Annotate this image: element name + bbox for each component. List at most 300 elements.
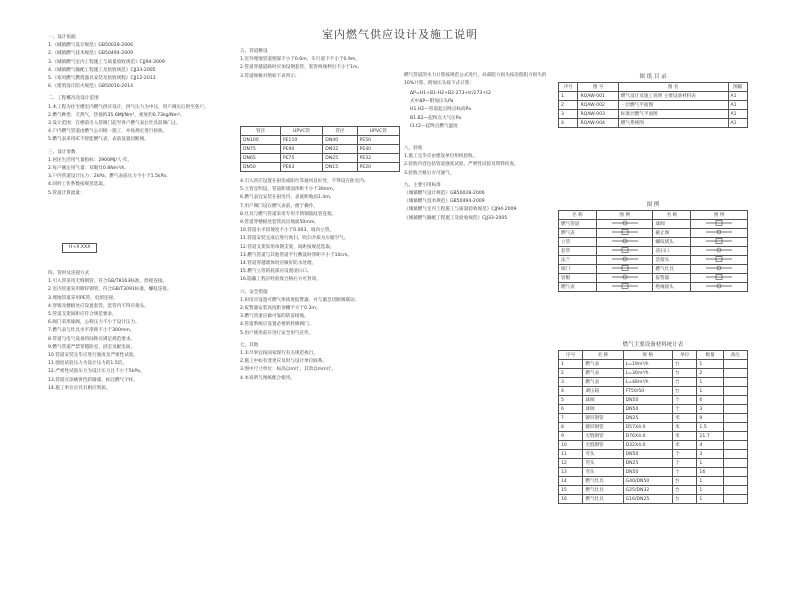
table-cell: 台 <box>673 495 697 504</box>
spec-column-2 <box>240 48 405 81</box>
table-cell: 活接头 <box>653 256 691 265</box>
legend-title: 图 例 <box>646 202 660 208</box>
table-row <box>559 247 748 256</box>
table-header-cell: 管径 <box>241 127 281 136</box>
table-cell: 1 <box>697 486 723 495</box>
spec-line: 11.强度试验压力为设计压力的1.5倍。 <box>48 361 127 367</box>
spec-line: 1.室外埋地管道埋深不小于0.6m，车行道下不小于0.9m。 <box>240 57 360 63</box>
spec-line: 5.用户使用前应进行安全用气宣传。 <box>240 330 314 336</box>
table-cell: G40/DN50 <box>623 477 672 486</box>
table-cell: 米 <box>673 432 697 441</box>
table-row <box>559 441 748 450</box>
table-header-cell: 图 例 <box>596 211 653 220</box>
table-cell: 3 <box>559 110 578 119</box>
table-header-row <box>241 127 400 136</box>
table-cell: DN25 <box>323 154 357 163</box>
table-cell: 燃气灶具 <box>583 477 623 486</box>
spec-line: 14.施工单位应具有相应资质。 <box>48 385 111 391</box>
spec-line: H1.H2—管道起点终点标高Pa <box>410 107 471 113</box>
page-title: 室内燃气供应设计及施工说明 <box>322 28 478 41</box>
table-header-cell: UPVC管 <box>357 127 399 136</box>
table-cell: 报警器 <box>653 274 691 283</box>
spec-line: 3.《城镇燃气室内工程施工与质量验收规范》CJJ94-2009 <box>48 59 165 65</box>
spec-line: 《城镇燃气设计规范》GB50028-2006 <box>404 191 485 197</box>
table-header-cell: 图 名 <box>618 83 728 92</box>
table-row <box>559 283 748 292</box>
table-cell: 燃气设计及施工说明 主要设备材料表 <box>618 92 728 101</box>
table-cell: 弯头 <box>583 459 623 468</box>
table-cell: DN15 <box>323 163 357 172</box>
table-cell: 球阀 <box>583 405 623 414</box>
spec-line: 7.用户阀门设在燃气表前，便于操作。 <box>240 203 318 209</box>
spec-line: 燃气管道的水力计算按规范公式进行，局部阻力损失按沿程阻力损失的 <box>404 73 547 78</box>
table-cell: 1 <box>697 387 723 396</box>
table-row <box>559 477 748 486</box>
table-header-cell: 备注 <box>723 351 747 360</box>
table-cell: D32X4.0 <box>623 441 672 450</box>
table-row <box>559 414 748 423</box>
table-row <box>559 101 748 110</box>
table-row <box>559 369 748 378</box>
spec-line: 3.设计范围：自楼前引入管阀门起至各户燃气表后灶具前阀门止。 <box>48 121 182 127</box>
spec-line: 三、设计参数 <box>48 149 76 155</box>
spec-column-1 <box>48 34 218 198</box>
table-row <box>559 405 748 414</box>
spec-line: 《城镇燃气室内工程施工与质量验收规范》CJJ94-2009 <box>404 207 517 213</box>
table-cell: 个 <box>673 468 697 477</box>
table-cell: 燃气表 <box>559 283 597 292</box>
table-row <box>559 495 748 504</box>
table-cell: DN50 <box>241 163 281 172</box>
table-cell: 4 <box>559 387 583 396</box>
table-cell: 弯头 <box>583 468 623 477</box>
table-cell: 台 <box>673 387 697 396</box>
table-cell: 燃气灶具 <box>583 495 623 504</box>
table-header-cell: 序号 <box>559 83 578 92</box>
spec-column-1b <box>48 270 218 393</box>
spec-line: 1.《城镇燃气设计规范》GB50028-2006 <box>48 43 133 49</box>
spec-line: 10.管道安装完毕应进行强度及严密性试验。 <box>48 353 138 359</box>
table-cell: 21.7 <box>697 432 723 441</box>
spec-line: ΔP=H1+B1-H2+B2-273+tr/273+t2 <box>410 91 491 96</box>
spec-line: 八、验收 <box>404 146 423 151</box>
table-cell: 9 <box>697 414 723 423</box>
table-row <box>559 256 748 265</box>
spec-line: 二、工程概况及设计范围 <box>48 96 99 102</box>
spec-line: 4.引入管应设置在厨房或阳台等通风良好处，不得设在卧室内。 <box>240 179 369 184</box>
legend-symbol <box>691 274 748 283</box>
table-cell: 1 <box>697 360 723 369</box>
spec-line: 3.验收合格后方可通气。 <box>404 170 455 176</box>
table-cell: 6 <box>697 396 723 405</box>
spec-line: 2.报警器安装高度距顶棚不大于0.3m。 <box>240 306 321 312</box>
table-row <box>559 450 748 459</box>
table-cell: DN65 <box>241 154 281 163</box>
spec-line: B1.B2—起终点大气压Pa <box>410 115 462 121</box>
spec-line: 4.同时工作系数按规范选取。 <box>48 182 108 188</box>
table-cell: 1 <box>559 360 583 369</box>
table-cell: DN75 <box>241 145 281 154</box>
legend-symbol <box>691 238 748 247</box>
table-cell: A1 <box>728 119 747 128</box>
table-cell: RQAW-003 <box>578 110 618 119</box>
table-cell: 14 <box>559 477 583 486</box>
table-cell: PE20 <box>357 163 399 172</box>
table-cell: 一层燃气平面图 <box>618 101 728 110</box>
table-cell <box>723 450 747 459</box>
table-cell: 5 <box>559 396 583 405</box>
spec-line: 2.《城镇燃气技术规范》GB50494-2009 <box>48 51 133 57</box>
table-header-cell: 名 称 <box>583 351 623 360</box>
table-cell: DN25 <box>623 414 672 423</box>
table-row <box>559 238 748 247</box>
table-cell: DN50 <box>623 468 672 477</box>
table-cell: 个 <box>673 396 697 405</box>
table-row <box>559 459 748 468</box>
spec-line: 1.未尽事宜按国家现行有关规范执行。 <box>240 351 318 357</box>
spec-line: 13.管道应涂刷黄色防腐漆，标注燃气字样。 <box>48 377 138 383</box>
spec-line: 4.穿墙及楼板处应设置套管，套管内不得有接头。 <box>48 303 149 309</box>
table-cell: DN50 <box>623 450 672 459</box>
table-header-row <box>559 351 748 360</box>
legend-symbol <box>691 247 748 256</box>
table-header-cell: 数量 <box>697 351 723 360</box>
legend-symbol <box>691 283 748 292</box>
table-cell: 台 <box>673 486 697 495</box>
table-row <box>559 468 748 477</box>
legend-symbol <box>691 256 748 265</box>
table-cell: 球阀 <box>653 220 691 229</box>
spec-line: 3.户内管道设计压力：2kPa，燃气表前压力不小于1.5kPa。 <box>48 174 171 180</box>
formula-box <box>62 243 212 253</box>
table-cell: 7 <box>559 414 583 423</box>
table-row <box>559 378 748 387</box>
table-cell: D76X4.0 <box>623 432 672 441</box>
table-row <box>241 136 400 145</box>
materials-title: 燃气主要设备材料统计表 <box>622 342 684 348</box>
table-cell: 螺纹堵头 <box>653 238 691 247</box>
table-header-cell: 规 格 <box>623 351 672 360</box>
spec-line: 3.埋地管道采用PE管，电熔连接。 <box>48 295 118 301</box>
table-header-cell: 图 例 <box>691 211 748 220</box>
table-cell <box>723 477 747 486</box>
table-row <box>241 163 400 172</box>
spec-line: 8.管道与电气设备的间距应满足规范要求。 <box>48 336 136 342</box>
table-cell: A1 <box>728 101 747 110</box>
table-header-cell: 管径 <box>323 127 357 136</box>
legend-symbol <box>596 220 653 229</box>
legend-symbol <box>596 256 653 265</box>
legend-symbol <box>691 265 748 274</box>
table-cell: 燃气表 <box>583 369 623 378</box>
table-cell: 燃气系统图 <box>618 119 728 128</box>
table-row <box>559 432 748 441</box>
spec-line: 16.隐蔽工程应经验收合格后方可封闭。 <box>240 277 321 283</box>
table-row <box>559 220 748 229</box>
table-header-cell: 序号 <box>559 351 583 360</box>
spec-line: 10.管道水平段坡度不小于0.003，坡向立管。 <box>240 228 334 234</box>
table-cell <box>723 414 747 423</box>
table-cell: 燃气表 <box>559 229 597 238</box>
spec-line: 2.验收内容包括管道强度试验、严密性试验及资料检查。 <box>404 162 519 168</box>
table-cell: DN50 <box>623 405 672 414</box>
table-cell: 燃气灶具 <box>583 486 623 495</box>
table-row <box>559 119 748 128</box>
table-header-cell: 名 称 <box>559 211 597 220</box>
table-cell: 管帽 <box>559 274 597 283</box>
table-cell: 台 <box>673 369 697 378</box>
spec-line: 14.管道穿越墙体时应做好防水处理。 <box>240 261 317 267</box>
table-cell: 2 <box>559 369 583 378</box>
table-cell: 16 <box>559 495 583 504</box>
table-header-cell: 单位 <box>673 351 697 360</box>
table-cell: 4 <box>697 441 723 450</box>
table-cell: 阀门 <box>559 265 597 274</box>
spec-column-2b <box>240 178 405 383</box>
table-cell: RQAW-002 <box>578 101 618 110</box>
table-cell <box>723 423 747 432</box>
table-cell: PE40 <box>357 145 399 154</box>
table-cell: 1 <box>559 92 578 101</box>
table-cell: 8 <box>559 423 583 432</box>
spec-line: 6.燃气表宜安装在厨房内，表底距地面1.4m。 <box>240 195 335 201</box>
spec-line: 1.居民生活用气量指标：2900MJ/人·年。 <box>48 157 133 163</box>
table-row <box>559 265 748 274</box>
table-cell <box>723 432 747 441</box>
legend-symbol <box>596 247 653 256</box>
table-cell: FT50/50 <box>623 387 672 396</box>
table-cell: 标准层燃气平面图 <box>618 110 728 119</box>
table-cell: 2 <box>559 101 578 110</box>
pipe-spec-table <box>240 126 400 172</box>
table-row <box>559 92 748 101</box>
spec-line: 1.本工程为住宅楼室内燃气供应设计，供气压力为中压，用户调压后供至各户。 <box>48 104 209 110</box>
table-cell: PE32 <box>357 154 399 163</box>
legend-symbol <box>596 238 653 247</box>
spec-line: 4.《城镇燃气输配工程施工及验收规范》CJJ33-2005 <box>48 67 156 73</box>
table-cell: A1 <box>728 92 747 101</box>
table-cell: 无缝钢管 <box>583 441 623 450</box>
spec-line: 2.施工中如有变更应及时与设计单位联系。 <box>240 359 328 365</box>
spec-line: 7.燃气表与灶具水平净距不小于300mm。 <box>48 328 135 334</box>
spec-line: 3.管道规格对照如下表所示： <box>240 73 300 79</box>
table-cell <box>723 396 747 405</box>
table-header-row <box>559 211 748 220</box>
table-cell <box>723 495 747 504</box>
table-cell <box>723 468 747 477</box>
table-cell: PE90 <box>280 145 322 154</box>
spec-line: 11.管道安装完成后进行吹扫，吹扫介质为压缩空气。 <box>240 236 349 242</box>
table-cell: DN100 <box>241 136 281 145</box>
drawing-list-title: 图 纸 目 录 <box>639 74 667 80</box>
table-cell: 球阀 <box>583 396 623 405</box>
legend-symbol <box>596 229 653 238</box>
spec-line: 4.本说明与图纸配合使用。 <box>240 375 295 381</box>
spec-line: 4.户内燃气管道由燃气公司统一施工，并按规定进行验收。 <box>48 129 168 135</box>
table-cell: 燃气管道 <box>559 220 597 229</box>
table-cell: G16/DN25 <box>623 495 672 504</box>
table-cell: 截止阀 <box>653 229 691 238</box>
spec-line: 2.管道穿越道路时应加设钢套管，套管两端伸出不小于1m。 <box>240 65 363 71</box>
table-row <box>559 360 748 369</box>
table-cell: 13 <box>559 468 583 477</box>
spec-line: 6.《建筑设计防火规范》GB50016-2014 <box>48 84 133 90</box>
spec-line: 《城镇燃气技术规范》GB50494-2009 <box>404 199 485 205</box>
table-cell: 3 <box>697 450 723 459</box>
legend-symbol <box>596 265 653 274</box>
table-cell: 4 <box>559 119 578 128</box>
table-cell: 燃气表 <box>583 378 623 387</box>
table-cell: 3 <box>559 378 583 387</box>
table-cell: 1 <box>697 378 723 387</box>
table-cell: D57X4.0 <box>623 423 672 432</box>
spec-line: 《城镇燃气输配工程施工及验收规范》CJJ33-2005 <box>404 215 508 221</box>
table-cell: 台 <box>673 360 697 369</box>
table-cell: 米 <box>673 423 697 432</box>
legend-symbol <box>691 229 748 238</box>
spec-line: 5.立管宜明设，管道距墙面净距不小于30mm。 <box>240 187 338 193</box>
table-cell: 1 <box>697 459 723 468</box>
table-cell: 镀锌钢管 <box>583 423 623 432</box>
table-header-row <box>559 83 748 92</box>
spec-line: 12.严密性试验压力为设计压力且不小于5kPa。 <box>48 369 145 375</box>
spec-line: 5.燃气表采用IC卡智能燃气表，表前设置切断阀。 <box>48 137 149 143</box>
spec-line: 10%计算，附加压头按下式计算： <box>404 81 474 87</box>
table-header-cell: 图 号 <box>578 83 618 92</box>
table-cell: 清扫口 <box>653 247 691 256</box>
table-cell <box>723 405 747 414</box>
table-header-cell: 名 称 <box>653 211 691 220</box>
table-cell: 10 <box>559 441 583 450</box>
formula-block <box>410 90 560 131</box>
spec-line: 2.燃气种类：天然气，热值约35.6MJ/Nm³，密度约0.73kg/Nm³。 <box>48 112 185 118</box>
table-header-cell: UPVC管 <box>280 127 322 136</box>
table-cell: 绝缘接头 <box>653 283 691 292</box>
table-cell <box>723 459 747 468</box>
calc-formula: H+X.XXX <box>62 243 97 253</box>
spec-line: 1.施工完毕应由建设单位组织验收。 <box>404 154 478 160</box>
spec-line: 12.管道支架采用角钢支架，间距按规范选取。 <box>240 244 335 250</box>
spec-line: 3.燃气管道应做可靠的防雷接地。 <box>240 314 309 320</box>
table-cell: 12 <box>559 459 583 468</box>
spec-line: 3.图中尺寸单位：标高以m计，其余以mm计。 <box>240 367 336 373</box>
table-cell: A1 <box>728 110 747 119</box>
table-cell: 米 <box>673 414 697 423</box>
drawing-list-table <box>558 82 748 128</box>
table-row <box>559 229 748 238</box>
table-cell: 2 <box>697 369 723 378</box>
table-cell: 燃气表 <box>583 360 623 369</box>
spec-line: 九、主要引用标准 <box>404 182 441 188</box>
table-cell: DN32 <box>323 145 357 154</box>
table-cell: 1.5 <box>697 423 723 432</box>
table-row <box>559 387 748 396</box>
table-cell: 台 <box>673 477 697 486</box>
spec-line: 5.管道计算流量： <box>48 190 85 196</box>
table-cell: 1 <box>697 477 723 486</box>
spec-line: 式中ΔP—附加压头Pa <box>410 99 454 105</box>
spec-line: 13.燃气管道与其他管道平行敷设时净距不小于10cm。 <box>240 252 353 258</box>
table-cell <box>723 441 747 450</box>
spec-line: 15.燃气立管的底部应设置清扫口。 <box>240 269 312 275</box>
spec-line: 1.引入管采用无缝钢管，符合GB/T8163标准，焊接连接。 <box>48 279 168 285</box>
table-cell: 15 <box>559 486 583 495</box>
table-cell: 无缝钢管 <box>583 432 623 441</box>
materials-table <box>558 350 748 504</box>
table-cell: DN40 <box>323 136 357 145</box>
table-cell: PE75 <box>280 154 322 163</box>
spec-line: 5.管道支架间距应符合规范要求。 <box>48 312 117 318</box>
table-row <box>559 110 748 119</box>
legend-symbol <box>596 274 653 283</box>
table-cell <box>723 369 747 378</box>
table-cell: RQAW-001 <box>578 92 618 101</box>
table-cell: L=30m³/h <box>623 369 672 378</box>
spec-line: 4.管道系统应设置必要的检修阀门。 <box>240 322 314 328</box>
spec-line: 四、管材及连接方式 <box>48 271 90 276</box>
table-row <box>241 154 400 163</box>
spec-column-3b <box>404 145 554 223</box>
table-cell: 6 <box>559 405 583 414</box>
table-row <box>559 486 748 495</box>
table-header-cell: 图幅 <box>728 83 747 92</box>
table-cell: 台 <box>673 378 697 387</box>
table-row <box>559 396 748 405</box>
table-cell <box>723 486 747 495</box>
spec-column-3 <box>404 72 554 88</box>
table-cell: 1 <box>697 495 723 504</box>
table-cell <box>723 378 747 387</box>
spec-line: 六、安全措施 <box>240 289 268 295</box>
legend-symbol <box>691 220 748 229</box>
legend-symbol <box>596 283 653 292</box>
table-row <box>241 145 400 154</box>
table-row <box>559 274 748 283</box>
table-cell: 立管 <box>559 238 597 247</box>
table-cell <box>723 360 747 369</box>
spec-line: 2.室内管道采用镀锌钢管，符合GB/T3091标准，螺纹连接。 <box>48 287 172 293</box>
table-cell: 米 <box>673 441 697 450</box>
legend-table <box>558 210 748 292</box>
spec-line: 9.燃气管道严禁穿越卧室、浴室及配电间。 <box>48 344 136 350</box>
table-cell: 套管 <box>559 247 597 256</box>
table-cell: 燃气灶具 <box>653 265 691 274</box>
table-cell: DN25 <box>623 459 672 468</box>
spec-line: 9.管道穿楼板处套管高出地面50mm。 <box>240 220 319 226</box>
table-cell: 16 <box>697 468 723 477</box>
spec-line: 七、其他 <box>240 342 259 348</box>
table-cell <box>723 387 747 396</box>
spec-line: 1.厨房应设置可燃气体浓度报警器，并与紧急切断阀联动。 <box>240 297 360 303</box>
table-cell: 个 <box>673 450 697 459</box>
table-cell: 弯头 <box>583 450 623 459</box>
table-cell: 个 <box>673 459 697 468</box>
table-cell: PE63 <box>280 163 322 172</box>
table-cell: 9 <box>559 432 583 441</box>
spec-line: 2.每户额定用气量：双眼灶0.8Nm³/h。 <box>48 166 130 172</box>
table-cell: 镀锌钢管 <box>583 414 623 423</box>
table-cell: L=48m³/h <box>623 378 672 387</box>
table-cell: L=19m³/h <box>623 360 672 369</box>
spec-line: 5.《家用燃气燃烧器具安装及验收规程》CJJ12-2013 <box>48 76 156 82</box>
spec-line: 五、管道敷设 <box>240 49 268 54</box>
spec-line: 6.阀门采用球阀，公称压力不小于设计压力。 <box>48 320 140 326</box>
table-cell: 3 <box>697 405 723 414</box>
table-cell: 调压箱 <box>583 387 623 396</box>
spec-line: 8.灶具与燃气管道采用专用不锈钢波纹管连接。 <box>240 211 337 217</box>
table-cell: 11 <box>559 450 583 459</box>
spec-line: t1.t2—起终点燃气温度 <box>410 123 458 129</box>
